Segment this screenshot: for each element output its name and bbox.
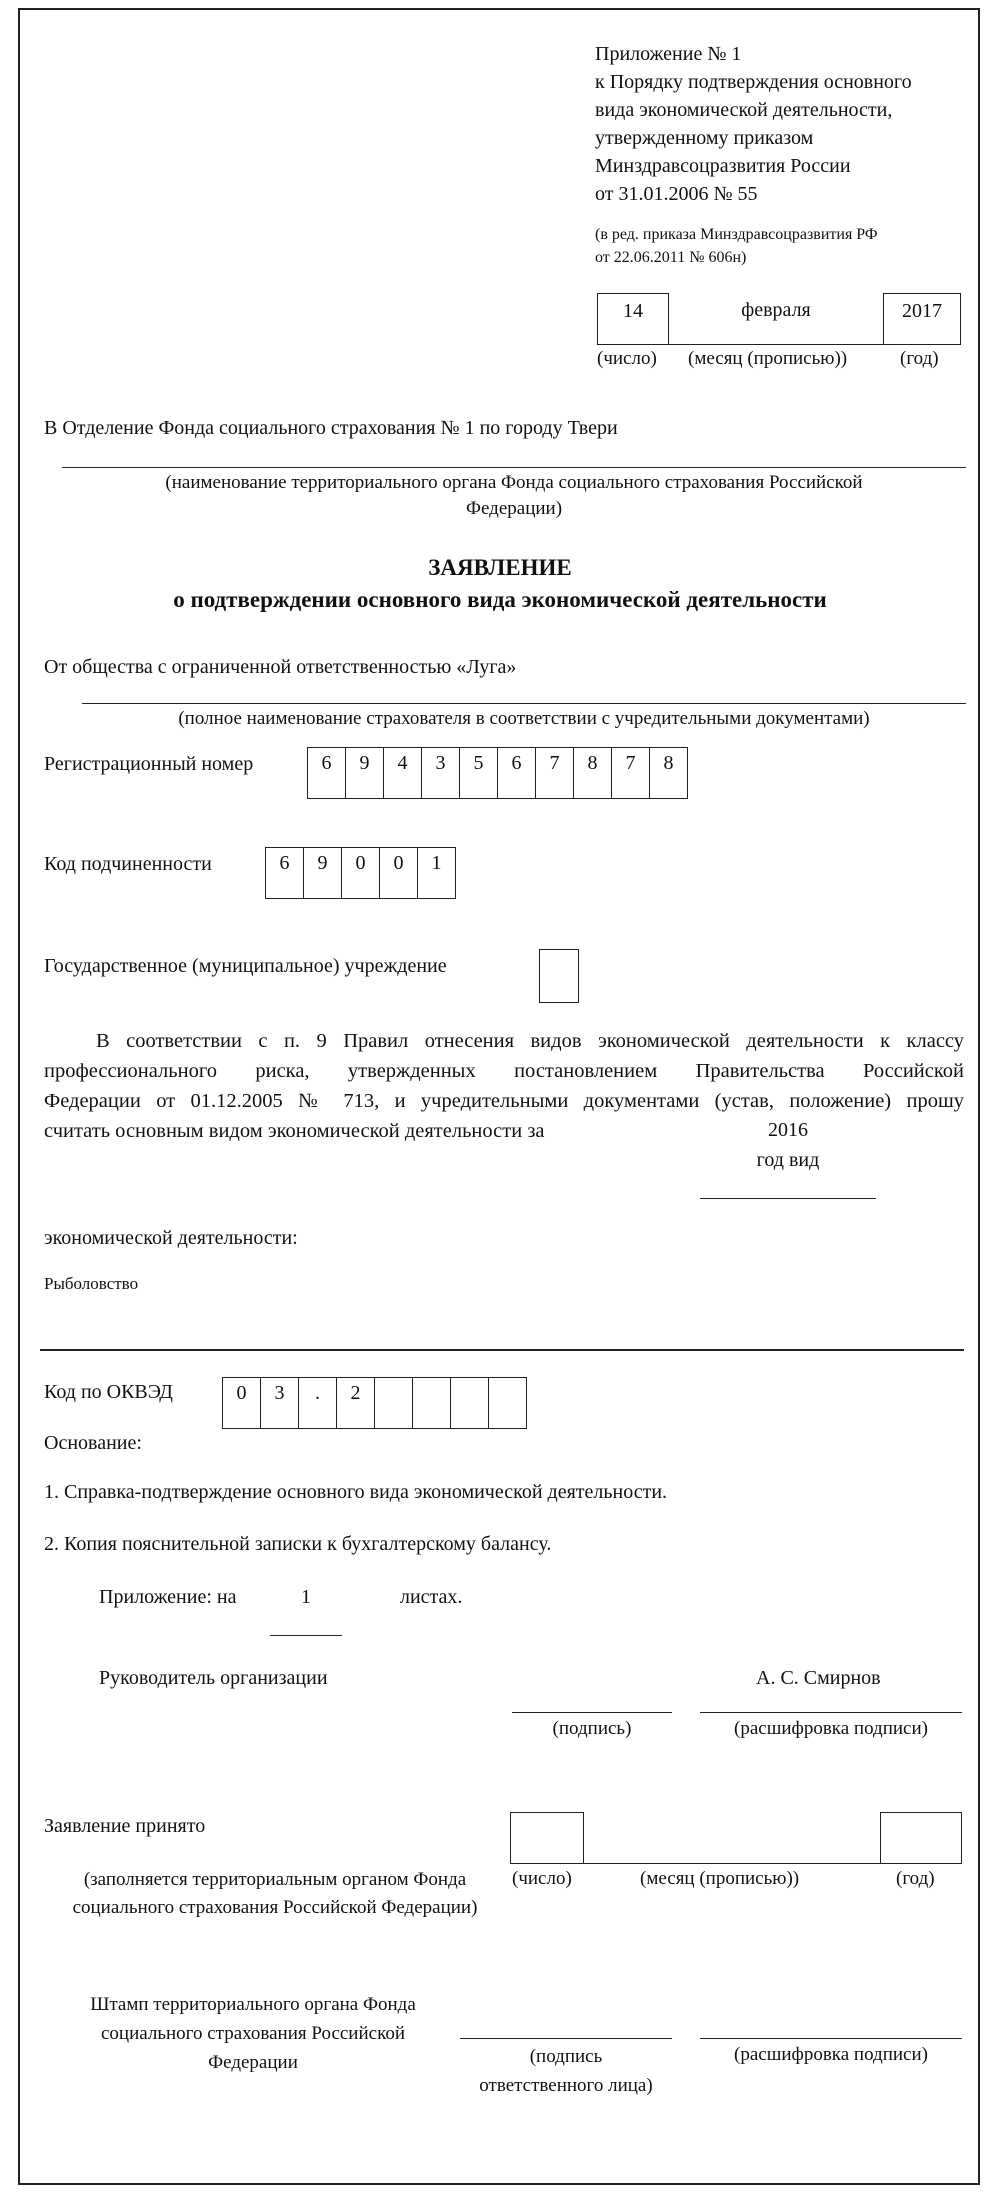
okved-label: Код по ОКВЭД [44,1381,173,1403]
date-month-line [669,344,883,345]
appendix-line: вида экономической деятельности, [595,99,893,121]
edition-line: (в ред. приказа Минздравсоцразвития РФ [595,226,878,243]
date-day-box[interactable] [597,293,669,345]
state-institution-checkbox[interactable] [539,949,579,1003]
okved-digit [489,1378,527,1428]
attachment-count: 1 [301,1586,311,1608]
head-decode-caption: (расшифровка подписи) [734,1718,928,1739]
stamp-text [60,1990,446,2077]
accepted-month-line [584,1863,880,1864]
activity-value: Рыболовство [44,1274,139,1293]
addressee-caption-line: Федерации) [465,498,563,519]
reg-digit: 3 [422,748,460,798]
basis-label: Основание: [44,1432,142,1454]
date-year-value: 2017 [902,300,942,322]
report-year-line [700,1198,876,1199]
applicant-caption: (полное наименование страхователя в соответствии с учредительными документами) [178,708,870,729]
stamp-line: Федерации [208,2052,298,2073]
date-year-box[interactable] [883,293,961,345]
okved-digit [413,1378,451,1428]
subordination-digit: 9 [304,848,342,898]
basis-item: 1. Справка-подтверждение основного вида экономической деятельности. [44,1481,668,1503]
appendix-header [595,40,912,208]
accepted-label: Заявление принято [44,1815,206,1837]
stamp-decode-caption: (расшифровка подписи) [734,2044,928,2065]
subordination-digit: 6 [266,848,304,898]
reg-number-cells[interactable] [307,747,688,799]
head-sign-caption: (подпись) [552,1718,632,1739]
appendix-line: утвержденному приказом [595,127,814,149]
accepted-year-caption: (год) [896,1868,935,1889]
stamp-line: социального страхования Российской [100,2023,406,2044]
appendix-line: от 31.01.2006 № 55 [595,183,758,205]
date-year-caption: (год) [900,348,939,369]
basis-item: 2. Копия пояснительной записки к бухгалтерскому балансу. [44,1533,552,1555]
okved-digit: 3 [261,1378,299,1428]
subordination-digit: 0 [342,848,380,898]
okved-digit [375,1378,413,1428]
okved-digit [451,1378,489,1428]
stamp-decode-line [700,2038,962,2039]
stamp-sign-caption-line: ответственного лица) [479,2075,653,2096]
reg-digit: 8 [650,748,688,798]
addressee-line [62,467,966,468]
edition-line: от 22.06.2011 № 606н) [595,249,747,266]
appendix-line: Приложение № 1 [595,43,742,65]
attachment-prefix: Приложение: на [99,1586,237,1608]
head-decode-line [700,1712,962,1713]
title-line: ЗАЯВЛЕНИЕ [428,555,572,580]
document-title [18,552,982,616]
applicant-value: От общества с ограниченной ответственностью «Луга» [44,656,517,678]
accepted-note [40,1866,510,1922]
subordination-digit: 0 [380,848,418,898]
stamp-sign-caption-line: (подпись [529,2046,603,2067]
attachment-line [270,1635,342,1636]
reg-digit: 7 [536,748,574,798]
addressee-value: В Отделение Фонда социального страхования № 1 по городу Твери [44,417,618,439]
accepted-month-caption: (месяц (прописью)) [640,1868,800,1889]
date-day-value: 14 [623,300,643,322]
paragraph-line: В соответствии с п. 9 Правил отнесения видов экономической деятельности к классу [96,1030,964,1052]
paragraph-line: Федерации от 01.12.2005 № 713, и учредительными документами (устав, положение) прошу [44,1090,964,1112]
state-institution-label: Государственное (муниципальное) учреждение [44,955,447,977]
accepted-day-caption: (число) [512,1868,572,1889]
stamp-sign-line [460,2038,672,2039]
paragraph-line: профессионального риска, утвержденных постановлением Правительства Российской [44,1060,964,1082]
activity-line [40,1349,964,1351]
attachment-suffix: листах. [400,1586,463,1608]
reg-number-label: Регистрационный номер [44,753,254,775]
reg-digit: 8 [574,748,612,798]
reg-digit: 9 [346,748,384,798]
reg-digit: 4 [384,748,422,798]
subordination-digit: 1 [418,848,456,898]
title-line: о подтверждении основного вида экономической деятельности [173,587,827,612]
appendix-line: к Порядку подтверждения основного [595,71,912,93]
okved-cells[interactable] [222,1377,527,1429]
applicant-line [82,703,966,704]
addressee-caption-line: (наименование территориального органа Фонда социального страхования Российской [165,472,863,493]
head-label: Руководитель организации [99,1667,328,1689]
activity-label: экономической деятельности: [44,1227,298,1249]
report-year-value: 2016 [768,1119,808,1141]
okved-digit: 2 [337,1378,375,1428]
subordination-cells[interactable] [265,847,456,899]
stamp-line: Штамп территориального органа Фонда [90,1994,416,2015]
reg-digit: 6 [498,748,536,798]
okved-digit: 0 [223,1378,261,1428]
reg-digit: 6 [308,748,346,798]
edition-note [595,223,878,269]
okved-digit: . [299,1378,337,1428]
date-month-value: февраля [741,299,811,321]
subordination-label: Код подчиненности [44,853,212,875]
stamp-sign-caption [460,2042,672,2100]
head-name: А. С. Смирнов [756,1667,881,1689]
accepted-note-line: (заполняется территориальным органом Фонда [83,1869,467,1890]
accepted-note-line: социального страхования Российской Федерации) [72,1897,478,1918]
appendix-line: Минздравсоцразвития России [595,155,851,177]
reg-digit: 5 [460,748,498,798]
accepted-year-box[interactable] [880,1812,962,1864]
report-year-suffix: год вид [756,1149,820,1171]
accepted-day-box[interactable] [510,1812,584,1864]
date-day-caption: (число) [597,348,657,369]
paragraph-line: считать основным видом экономической деятельности за [44,1120,545,1142]
reg-digit: 7 [612,748,650,798]
addressee-caption [62,470,966,522]
head-sign-line [512,1712,672,1713]
date-month-caption: (месяц (прописью)) [688,348,848,369]
